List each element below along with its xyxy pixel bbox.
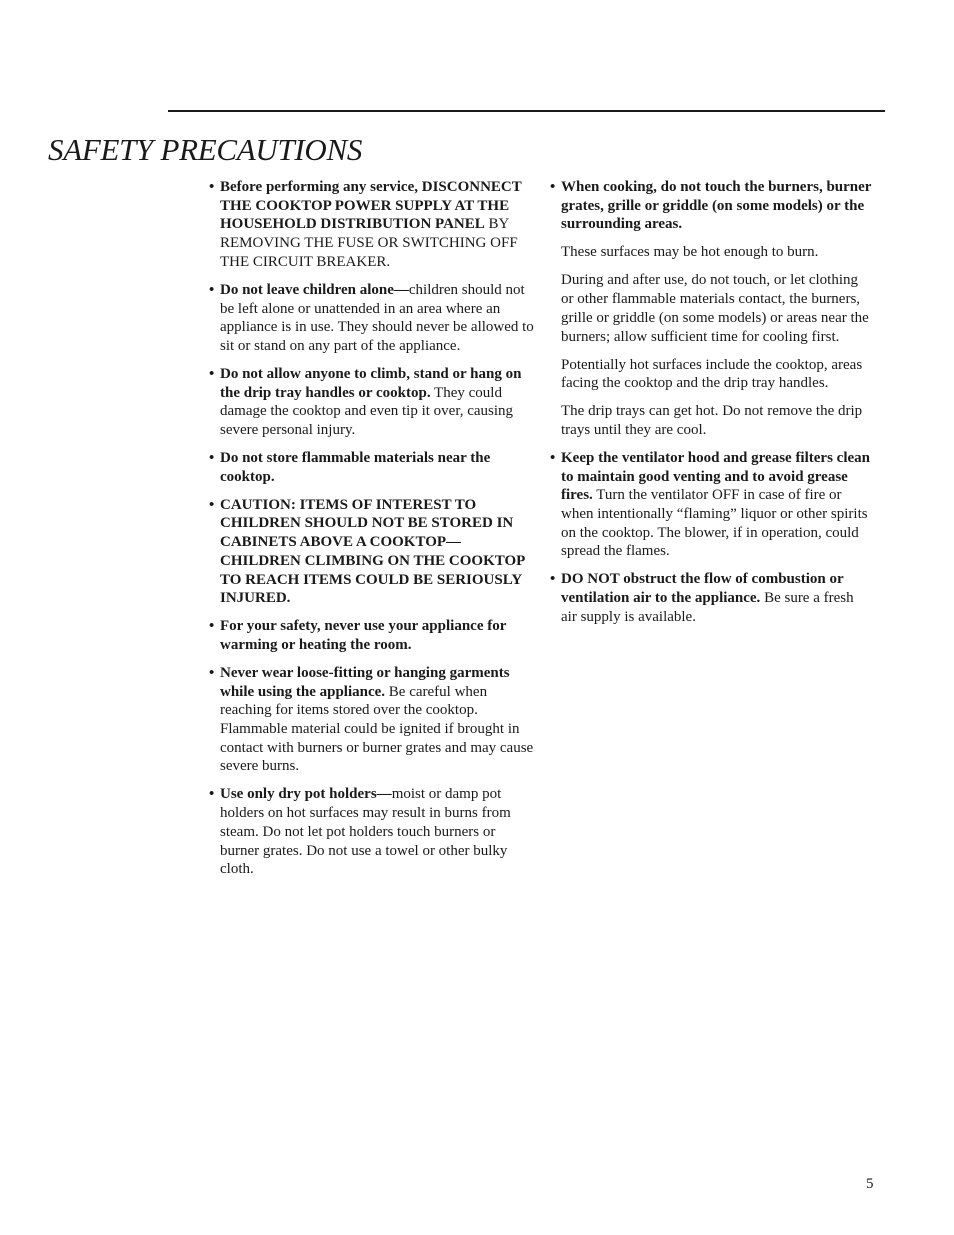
bullet-icon: • bbox=[209, 664, 215, 681]
list-item: • Use only dry pot holders—moist or damp pot holders on hot surfaces may result in burns from steam. Do not let pot holders touch burners or burner grates. Do not use a towel or other bulky cloth. bbox=[209, 786, 511, 878]
left-column bbox=[209, 178, 537, 888]
right-column bbox=[550, 178, 872, 636]
bullet-icon: • bbox=[209, 281, 215, 298]
list-item: • Do not allow anyone to climb, stand or hang on the drip tray handles or cooktop. They could damage the cooktop and even tip it over, causing severe personal injury. bbox=[209, 365, 522, 439]
page-title: SAFETY PRECAUTIONS bbox=[48, 132, 363, 167]
bullet-icon: • bbox=[209, 618, 215, 635]
bullet-icon: • bbox=[209, 786, 215, 803]
list-item: • DO NOT obstruct the flow of combustion or ventilation air to the appliance. Be sure a fresh air supply is available. bbox=[550, 571, 854, 625]
list-item: • For your safety, never use your appliance for warming or heating the room. bbox=[209, 618, 507, 653]
list-item: • Before performing any service, DISCONNECT THE COOKTOP POWER SUPPLY AT THE HOUSEHOLD DISTRIBUTION PANEL BY REMOVING THE FUSE OR SWITCHING OFF THE CIRCUIT BREAKER. bbox=[209, 179, 522, 270]
header-rule bbox=[168, 110, 885, 112]
bullet-icon: • bbox=[550, 179, 556, 195]
list-item: • Do not store flammable materials near the cooktop. bbox=[209, 450, 491, 485]
bullet-icon: • bbox=[550, 571, 556, 588]
item-paragraph: Potentially hot surfaces include the cooktop, areas facing the cooktop and the drip tray handles. bbox=[561, 356, 863, 392]
item-paragraph: The drip trays can get hot. Do not remove the drip trays until they are cool. bbox=[561, 403, 863, 438]
list-item: • When cooking, do not touch the burners, burner grates, grille or griddle (on some models) or the surrounding areas. bbox=[550, 179, 872, 233]
bullet-icon: • bbox=[550, 449, 556, 466]
bullet-icon: • bbox=[209, 365, 215, 382]
list-item: • Never wear loose-fitting or hanging garments while using the appliance. Be careful when reaching for items stored over the cooktop. Flammable material could be ignited if brought in contact with burners or burner grates and may cause severe burns. bbox=[209, 664, 534, 775]
bullet-icon: • bbox=[209, 496, 215, 513]
list-item: • Keep the ventilator hood and grease filters clean to maintain good venting and to avoid grease fires. Turn the ventilator OFF in case of fire or when intentionally “flaming” liquor or other spirits on the cooktop. The blower, if in operation, could spread the flames. bbox=[550, 449, 870, 560]
list-item: • CAUTION: ITEMS OF INTEREST TO CHILDREN SHOULD NOT BE STORED IN CABINETS ABOVE A COOKTOP—CHILDREN CLIMBING ON THE COOKTOP TO REACH ITEMS COULD BE SERIOUSLY INJURED. bbox=[209, 496, 525, 607]
bullet-icon: • bbox=[209, 450, 215, 467]
item-paragraph: During and after use, do not touch, or let clothing or other flammable materials contact, the burners, grille or griddle (on some models) or areas near the burners; allow sufficient time for cooling first. bbox=[561, 272, 869, 345]
item-paragraph: These surfaces may be hot enough to burn. bbox=[561, 244, 819, 261]
page-number: 5 bbox=[866, 1176, 874, 1192]
list-item: • Do not leave children alone—children should not be left alone or unattended in an area where an appliance is in use. They should never be allowed to sit or stand on any part of the appliance. bbox=[209, 281, 534, 354]
bullet-icon: • bbox=[209, 179, 215, 195]
